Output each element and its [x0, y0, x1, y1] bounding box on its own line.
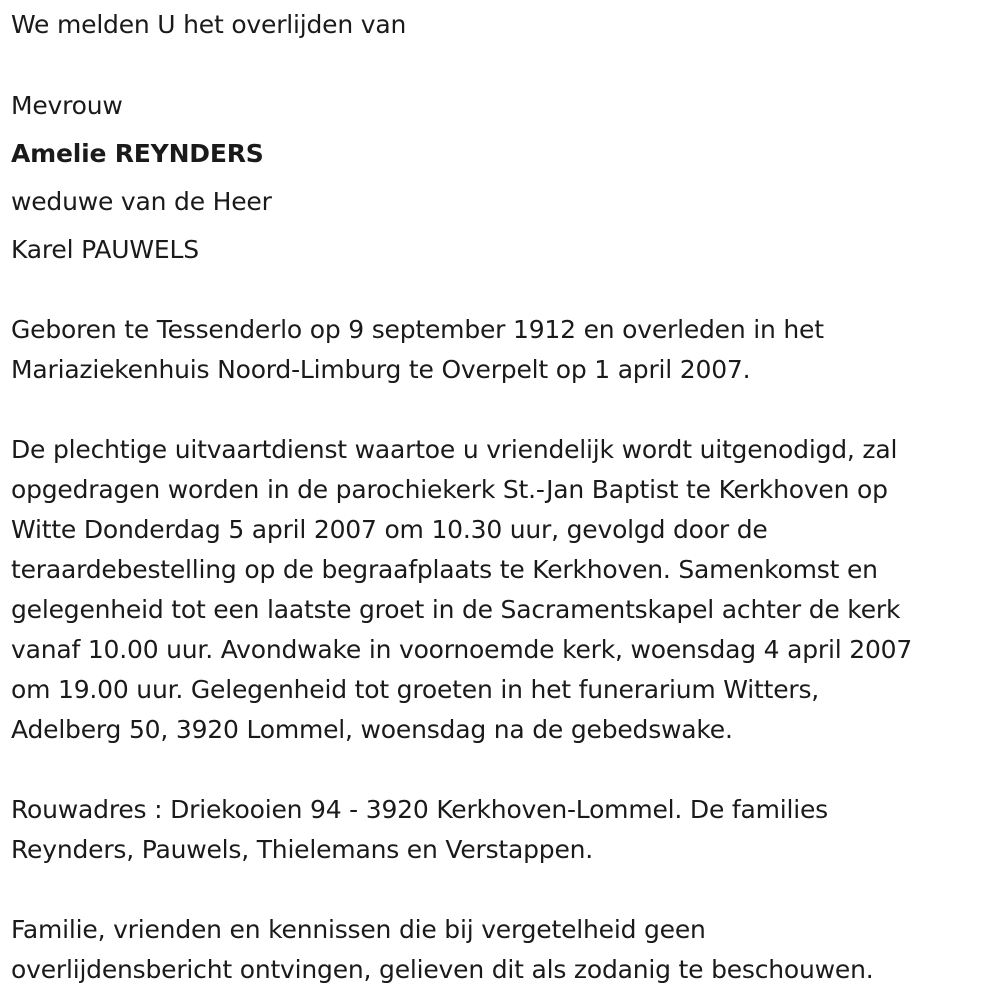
intro-text: We melden U het overlijden van: [11, 10, 407, 39]
paragraph-line: vanaf 10.00 uur. Avondwake in voornoemde kerk, woensdag 4 april 2007: [11, 635, 913, 664]
mourning-address-paragraph: [11, 790, 986, 870]
deceased-name: Amelie REYNDERS: [11, 139, 264, 168]
paragraph-line: De plechtige uitvaartdienst waartoe u vriendelijk wordt uitgenodigd, zal: [11, 435, 898, 464]
salutation: Mevrouw: [11, 91, 123, 120]
husband-name: Karel PAUWELS: [11, 235, 199, 264]
birth-death-paragraph: [11, 310, 986, 390]
closing-paragraph: [11, 910, 986, 990]
paragraph-line: overlijdensbericht ontvingen, gelieven dit als zodanig te beschouwen.: [11, 955, 874, 984]
funeral-service-paragraph: [11, 430, 986, 750]
paragraph-line: opgedragen worden in de parochiekerk St.-Jan Baptist te Kerkhoven op: [11, 475, 888, 504]
paragraph-line: Rouwadres : Driekooien 94 - 3920 Kerkhoven-Lommel. De families: [11, 795, 828, 824]
widow-of-text: weduwe van de Heer: [11, 187, 272, 216]
paragraph-line: Familie, vrienden en kennissen die bij vergetelheid geen: [11, 915, 706, 944]
paragraph-line: om 19.00 uur. Gelegenheid tot groeten in het funerarium Witters,: [11, 675, 820, 704]
paragraph-line: teraardebestelling op de begraafplaats te Kerkhoven. Samenkomst en: [11, 555, 878, 584]
paragraph-line: Reynders, Pauwels, Thielemans en Verstappen.: [11, 835, 594, 864]
paragraph-line: gelegenheid tot een laatste groet in de Sacramentskapel achter de kerk: [11, 595, 901, 624]
paragraph-line: Witte Donderdag 5 april 2007 om 10.30 uur, gevolgd door de: [11, 515, 768, 544]
paragraph-line: Adelberg 50, 3920 Lommel, woensdag na de gebedswake.: [11, 715, 733, 744]
paragraph-line: Mariaziekenhuis Noord-Limburg te Overpelt op 1 april 2007.: [11, 355, 751, 384]
paragraph-line: Geboren te Tessenderlo op 9 september 1912 en overleden in het: [11, 315, 824, 344]
